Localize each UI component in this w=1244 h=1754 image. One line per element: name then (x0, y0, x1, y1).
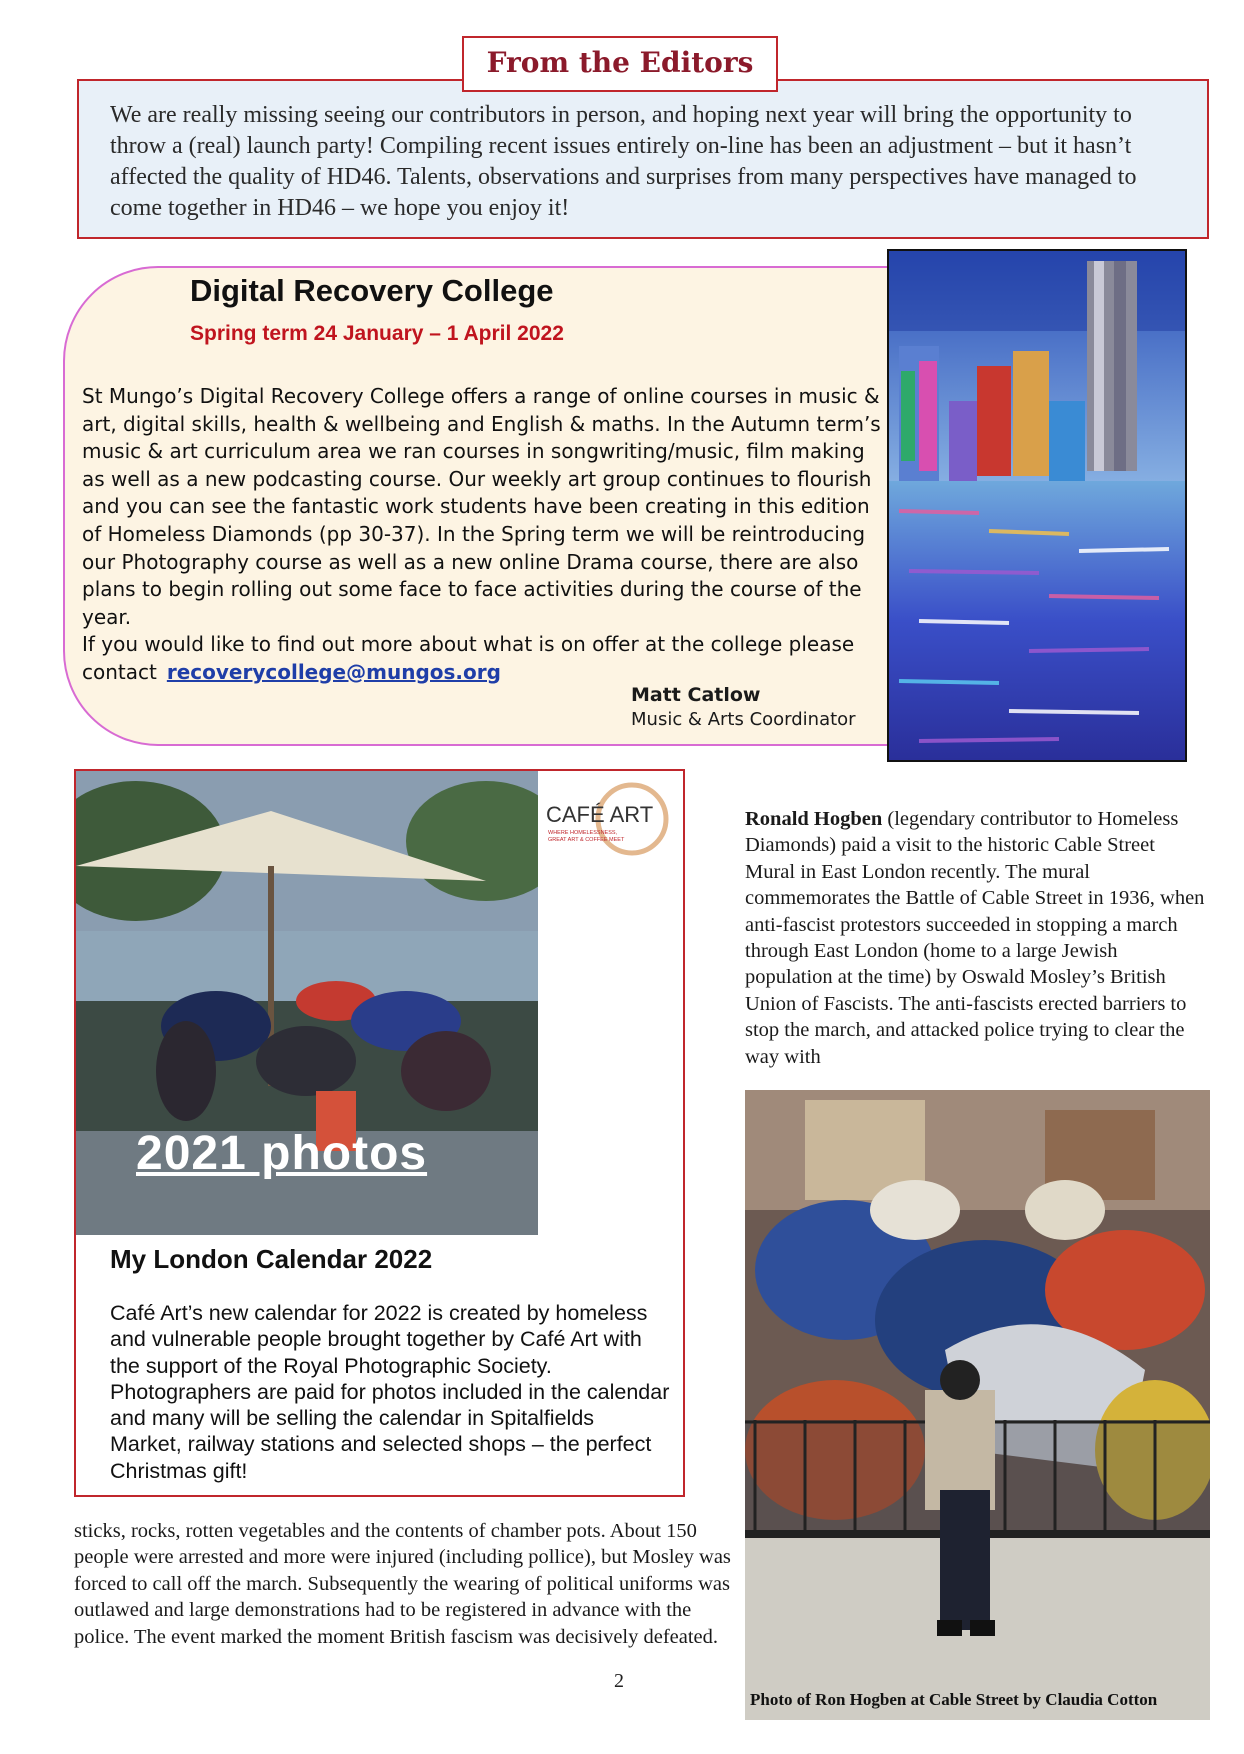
recovery-college-title: Digital Recovery College (190, 273, 554, 308)
photo-overlay-text: 2021 photos (136, 1127, 428, 1180)
editors-heading: From the Editors (462, 36, 778, 92)
calendar-title: My London Calendar 2022 (110, 1244, 433, 1274)
city-painting (887, 249, 1187, 762)
contact-lead: If you would like to find out more about what is on offer at the college please contact (82, 632, 855, 684)
rain-umbrellas-photo (76, 771, 538, 1235)
photo-caption: Photo of Ron Hogben at Cable Street by Claudia Cotton (750, 1690, 1158, 1709)
editors-text: We are really missing seeing our contributors in person, and hoping next year will bring the opportunity to throw a (real) launch party! Compiling recent issues entirely on-line has been an adjustment – but it hasn’t affected the quality of HD46. Talents, observations and surprises from many perspectives have managed to come together in HD46 – we hope you enjoy it! (110, 102, 1137, 221)
recovery-college-term: Spring term 24 January – 1 April 2022 (190, 322, 564, 345)
cable-street-mural-photo (745, 1090, 1210, 1720)
cafe-art-logo (542, 774, 677, 864)
cable-street-text-top-body: (legendary contributor to Homeless Diamonds) paid a visit to the historic Cable Street Mural in East London recently. The mural commemorates the Battle of Cable Street in 1936, when anti-fascist protestors succeeded in stopping a march through East London (home to a large Jewish population at the time) by Oswald Mosley’s British Union of Fascists. The anti-fascists erected barriers to stop the march, and attacked police trying to clear the way with (745, 808, 1205, 1068)
cable-street-text-top (745, 806, 1207, 1070)
recovery-college-paragraph: St Mungo’s Digital Recovery College offers a range of online courses in music & art, digital skills, health & wellbeing and English & maths. In the Autumn term’s music & art curriculum area we ran courses in songwriting/music, film making as well as a new podcasting course. Our weekly art group continues to flourish and you can see the fantastic work students have been creating in this edition of Homeless Diamonds (pp 30-37). In the Spring term we will be reintroducing our Photography course as well as a new online Drama course, there are also plans to begin rolling out some face to face activities during the course of the year. (82, 384, 881, 629)
email-link[interactable]: recoverycollege@mungos.org (166, 659, 501, 684)
svg-text:GREAT ART & COFFEE MEET: GREAT ART & COFFEE MEET (548, 837, 625, 843)
page-number: 2 (614, 1670, 624, 1692)
recovery-college-contact (82, 631, 882, 686)
cable-street-lead-name: Ronald Hogben (745, 808, 883, 830)
svg-text:CAFÉ ART: CAFÉ ART (546, 802, 654, 827)
signature-role: Music & Arts Coordinator (631, 709, 856, 730)
calendar-body: Café Art’s new calendar for 2022 is created by homeless and vulnerable people brought together by Café Art with the support of the Royal Photographic Society. Photographers are paid for photos included in the calendar and many will be selling the calendar in Spitalfields Market, railway stations and selected shops – the perfect Christmas gift! (110, 1301, 670, 1483)
cable-street-text-bottom: sticks, rocks, rotten vegetables and the contents of chamber pots. About 150 people were arrested and more were injured (including pollice), but Mosley was forced to call off the march. Subsequently the wearing of political uniforms was outlawed and large demonstrations had to be registered in advance with the police. The event marked the moment British fascism was decisively defeated. (74, 1520, 731, 1648)
recovery-college-body (82, 383, 882, 687)
signature-name: Matt Catlow (631, 684, 761, 706)
svg-text:WHERE HOMELESSNESS,: WHERE HOMELESSNESS, (548, 830, 618, 836)
